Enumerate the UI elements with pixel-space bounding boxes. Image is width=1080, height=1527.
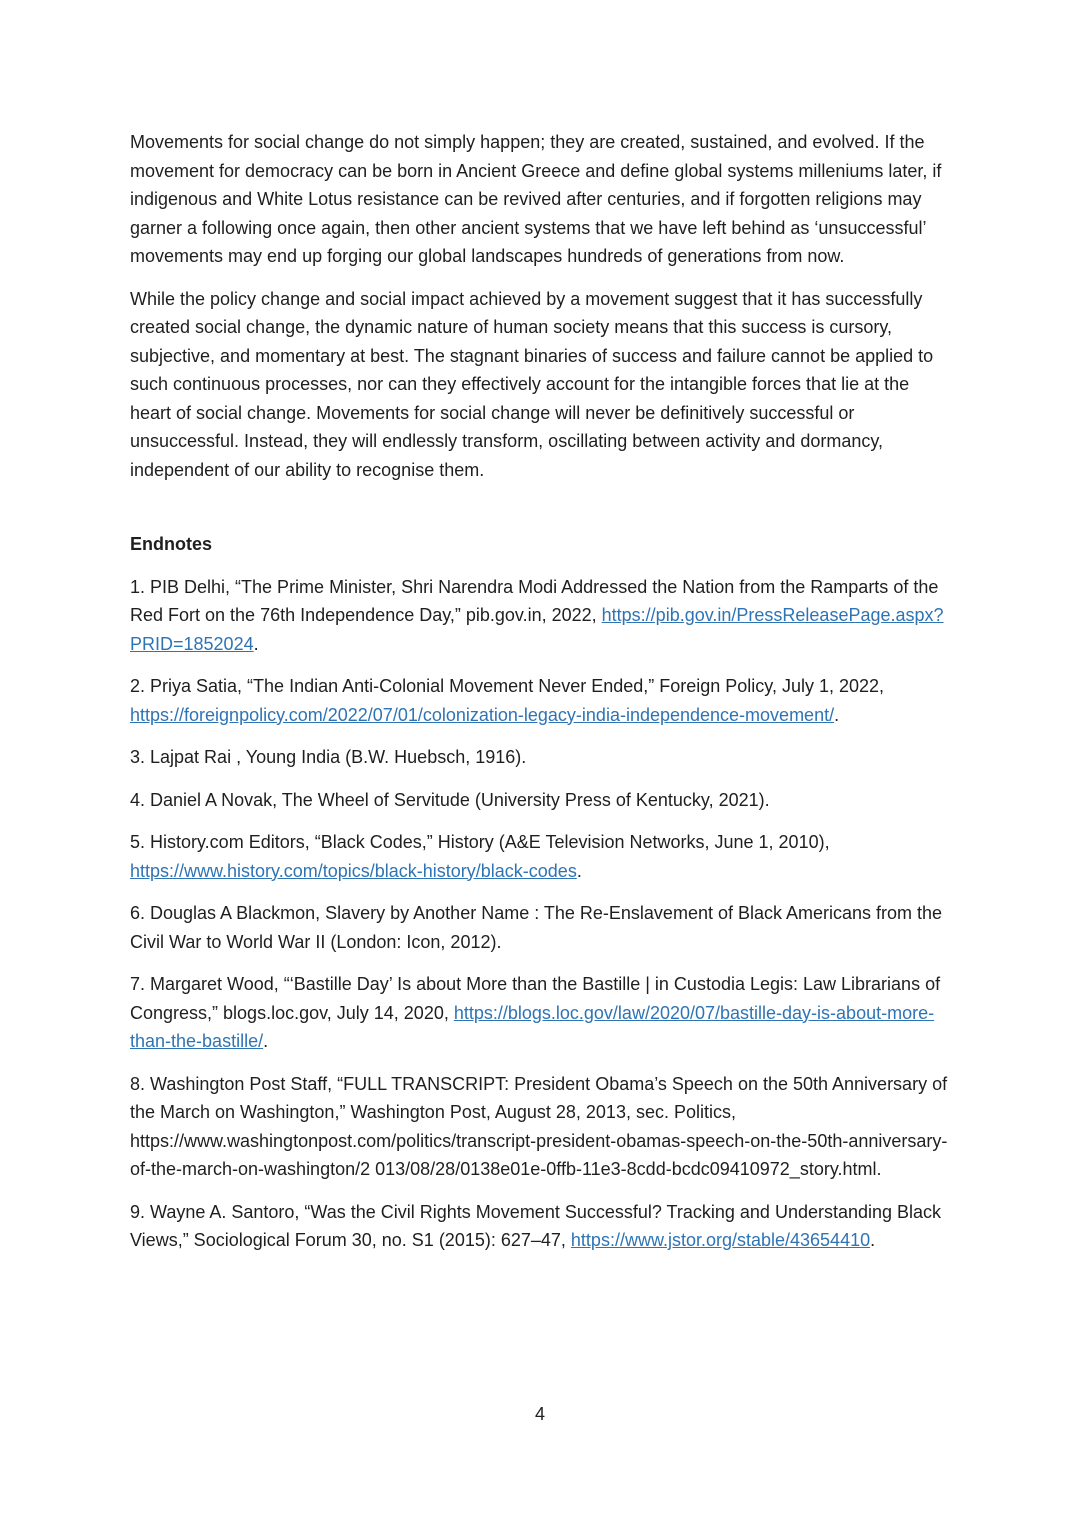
body-paragraph-2: While the policy change and social impact achieved by a movement suggest that it has successfully created social change, the dynamic nature of human society means that this success is cursory, subjective, and momentary at best. The stagnant binaries of success and failure cannot be applied to such continuous processes, nor can they effectively account for the intangible forces that lie at the heart of social change. Movements for social change will never be definitively successful or unsuccessful. Instead, they will endlessly transform, oscillating between activity and dormancy, independent of our ability to recognise them. bbox=[130, 288, 934, 480]
endnote-text: 6. Douglas A Blackmon, Slavery by Another Name : The Re-Enslavement of Black Americans from the Civil War to World War II (London: Icon, 2012). bbox=[130, 903, 943, 952]
endnote-link[interactable]: https://www.jstor.org/stable/43654410 bbox=[570, 1230, 871, 1250]
page-number: 4 bbox=[534, 1404, 545, 1424]
document-content bbox=[130, 128, 954, 1269]
endnote-link[interactable]: https://blogs.loc.gov/law/2020/07/bastille-day-is-about-more-than-the-bastille/ bbox=[130, 1002, 935, 1051]
endnote-text: . bbox=[576, 860, 582, 881]
endnote-item bbox=[130, 1070, 954, 1184]
endnote-text: . bbox=[253, 633, 259, 654]
endnotes-heading: Endnotes bbox=[130, 534, 213, 554]
endnotes-list bbox=[130, 573, 954, 1255]
endnote-text: . bbox=[870, 1230, 876, 1250]
endnote-item bbox=[130, 828, 954, 885]
endnote-item bbox=[130, 899, 954, 956]
endnote-link[interactable]: https://foreignpolicy.com/2022/07/01/colonization-legacy-india-independence-movement/ bbox=[130, 704, 835, 725]
endnote-item bbox=[130, 743, 954, 772]
endnote-item bbox=[130, 1198, 954, 1255]
endnote-item bbox=[130, 786, 954, 815]
endnote-text: 1. PIB Delhi, “The Prime Minister, Shri Narendra Modi Addressed the Nation from the Ramparts of the Red Fort on the 76th Independence Day,” pib.gov.in, 2022, bbox=[130, 576, 939, 625]
endnote-item bbox=[130, 573, 954, 659]
endnote-text: 3. Lajpat Rai , Young India (B.W. Huebsch, 1916). bbox=[130, 747, 527, 767]
endnote-text: 9. Wayne A. Santoro, “Was the Civil Rights Movement Successful? Tracking and Understanding Black Views,” Sociological Forum 30, no. S1 (2015): 627–47, bbox=[130, 1201, 942, 1250]
endnote-item bbox=[130, 970, 954, 1056]
endnote-link[interactable]: https://pib.gov.in/PressReleasePage.aspx?PRID=1852024 bbox=[130, 605, 944, 654]
endnote-text: 5. History.com Editors, “Black Codes,” History (A&E Television Networks, June 1, 2010), bbox=[130, 832, 830, 852]
endnote-text: . bbox=[263, 1031, 269, 1051]
endnote-link[interactable]: https://www.history.com/topics/black-history/black-codes bbox=[130, 860, 577, 881]
endnote-item bbox=[130, 672, 954, 729]
endnote-text: 7. Margaret Wood, “‘Bastille Day’ Is about More than the Bastille | in Custodia Legis: Law Librarians of Congress,” blogs.loc.gov, July 14, 2020, bbox=[130, 974, 941, 1023]
endnote-text: 8. Washington Post Staff, “FULL TRANSCRIPT: President Obama’s Speech on the 50th Anniversary of the March on Washington,” Washington Post, August 28, 2013, sec. Politics, https://www.washingtonpost.com/politics/transcript-president-obamas-speech-on-the-50th-anniversary-of-the-march-on-washington/2 013/08/28/0138e01e-0ffb-11e3-8cdd-bcdc09410972_story.html. bbox=[130, 1073, 948, 1179]
endnote-text: 4. Daniel A Novak, The Wheel of Servitude (University Press of Kentucky, 2021). bbox=[130, 789, 770, 810]
body-paragraph-1: Movements for social change do not simply happen; they are created, sustained, and evolved. If the movement for democracy can be born in Ancient Greece and define global systems milleniums later, if indigenous and White Lotus resistance can be revived after centuries, and if forgotten religions may garner a following once again, then other ancient systems that we have left behind as ‘unsuccessful’ movements may end up forging our global landscapes hundreds of generations from now. bbox=[130, 132, 942, 266]
endnote-text: 2. Priya Satia, “The Indian Anti-Colonial Movement Never Ended,” Foreign Policy, July 1, 2022, bbox=[130, 676, 885, 696]
endnote-text: . bbox=[834, 704, 840, 725]
